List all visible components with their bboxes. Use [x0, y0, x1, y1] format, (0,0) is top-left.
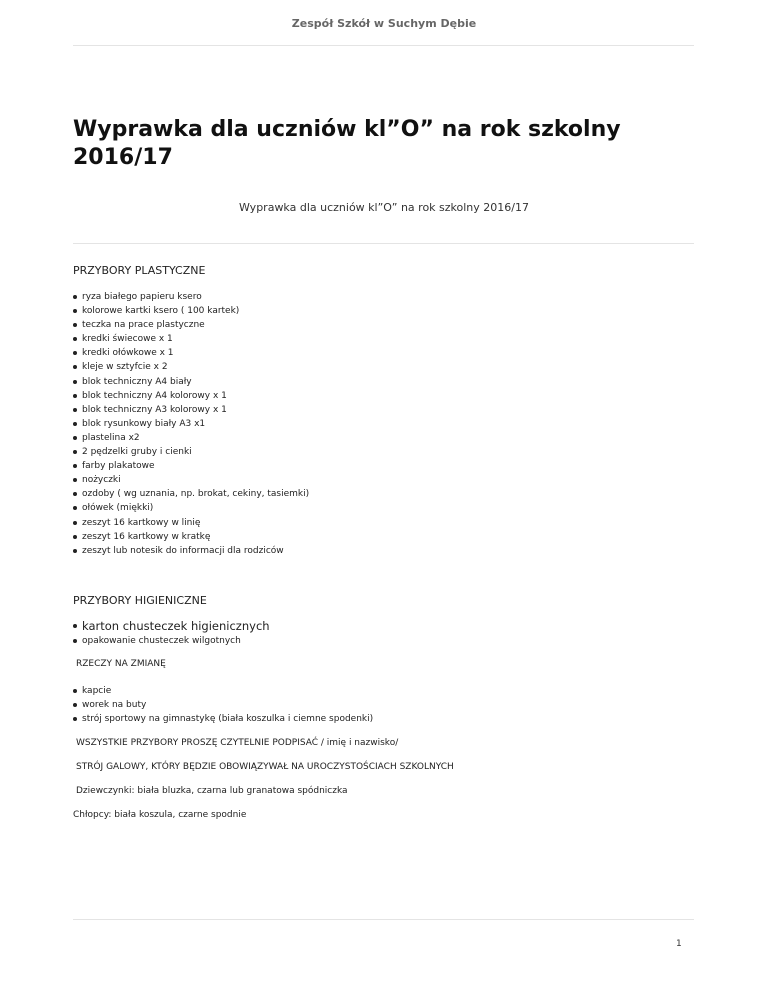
list-item: nożyczki	[73, 473, 309, 487]
section-heading-plastyczne: PRZYBORY PLASTYCZNE	[73, 264, 206, 277]
list-item: zeszyt 16 kartkowy w linię	[73, 516, 309, 530]
page-number: 1	[676, 939, 682, 949]
list-item: worek na buty	[73, 698, 373, 712]
footer-divider	[73, 919, 694, 920]
school-name-header: Zespół Szkół w Suchym Dębie	[291, 17, 477, 30]
header-divider	[73, 45, 694, 46]
list-item: plastelina x2	[73, 431, 309, 445]
list-item: 2 pędzelki gruby i cienki	[73, 445, 309, 459]
note-stroj-galowy: STRÓJ GALOWY, KTÓRY BĘDZIE OBOWIĄZYWAŁ NA UROCZYSTOŚCIACH SZKOLNYCH	[76, 762, 454, 772]
list-item: kredki ołówkowe x 1	[73, 346, 309, 360]
list-item: ryza białego papieru ksero	[73, 290, 309, 304]
list-item: strój sportowy na gimnastykę (biała koszulka i ciemne spodenki)	[73, 712, 373, 726]
page-subtitle: Wyprawka dla uczniów kl”O” na rok szkolny 2016/17	[239, 201, 529, 214]
list-item: farby plakatowe	[73, 459, 309, 473]
list-item: blok techniczny A4 kolorowy x 1	[73, 389, 309, 403]
list-item: opakowanie chusteczek wilgotnych	[73, 634, 270, 648]
list-item: zeszyt lub notesik do informacji dla rodziców	[73, 544, 309, 558]
note-dziewczynki: Dziewczynki: biała bluzka, czarna lub granatowa spódniczka	[76, 786, 348, 796]
list-item: kleje w sztyfcie x 2	[73, 360, 309, 374]
list-item: blok techniczny A3 kolorowy x 1	[73, 403, 309, 417]
list-plastyczne	[73, 290, 309, 558]
list-item: kredki świecowe x 1	[73, 332, 309, 346]
section-heading-zmiana: RZECZY NA ZMIANĘ	[76, 659, 166, 669]
list-higieniczne	[73, 618, 270, 648]
page-title: Wyprawka dla uczniów kl”O” na rok szkolny 2016/17	[73, 117, 621, 170]
list-item: blok rysunkowy biały A3 x1	[73, 417, 309, 431]
list-item: teczka na prace plastyczne	[73, 318, 309, 332]
list-item: zeszyt 16 kartkowy w kratkę	[73, 530, 309, 544]
list-item: kolorowe kartki ksero ( 100 kartek)	[73, 304, 309, 318]
list-item: blok techniczny A4 biały	[73, 375, 309, 389]
subtitle-divider	[73, 243, 694, 244]
note-chlopcy: Chłopcy: biała koszula, czarne spodnie	[73, 810, 247, 820]
section-heading-higieniczne: PRZYBORY HIGIENICZNE	[73, 594, 207, 607]
list-item: karton chusteczek higienicznych	[73, 618, 270, 634]
list-item: ozdoby ( wg uznania, np. brokat, cekiny, tasiemki)	[73, 487, 309, 501]
list-item: ołówek (miękki)	[73, 501, 309, 515]
note-podpis: WSZYSTKIE PRZYBORY PROSZĘ CZYTELNIE PODPISAĆ / imię i nazwisko/	[76, 738, 399, 748]
list-zmiana	[73, 684, 373, 726]
list-item: kapcie	[73, 684, 373, 698]
